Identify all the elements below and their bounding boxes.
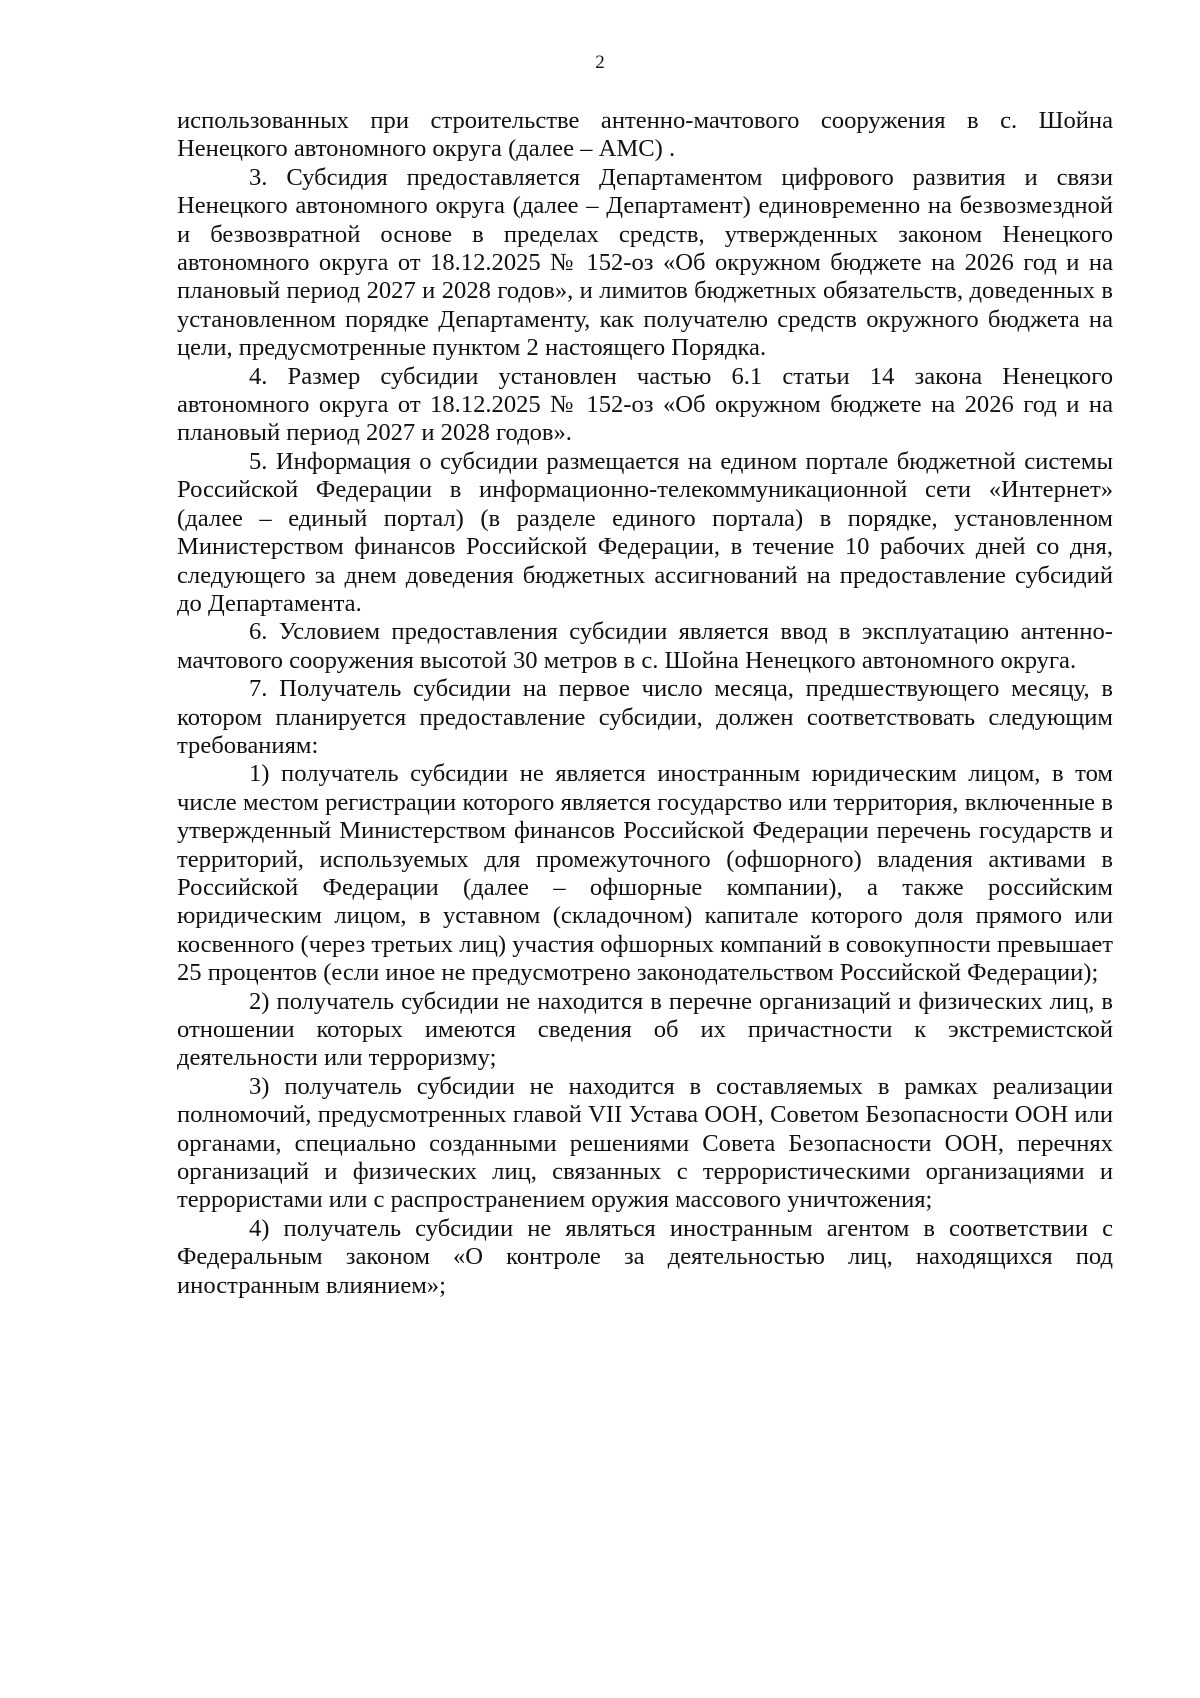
paragraph-3: 3. Субсидия предоставляется Департаментом цифрового развития и связи Ненецкого автономного округа (далее – Департамент) единовременно на безвозмездной и безвозвратной основе в пределах средств, утвержденных законом Ненецкого автономного округа от 18.12.2025 № 152-оз «Об окружном бюджете на 2026 год и на плановый период 2027 и 2028 годов», и лимитов бюджетных обязательств, доведенных в установленном порядке Департаменту, как получателю средств окружного бюджета на цели, предусмотренные пунктом 2 настоящего Порядка. [177, 163, 1113, 362]
requirement-1: 1) получатель субсидии не является иностранным юридическим лицом, в том числе местом регистрации которого является государство или территория, включенные в утвержденный Министерством финансов Российской Федерации перечень государств и территорий, используемых для промежуточного (офшорного) владения активами в Российской Федерации (далее – офшорные компании), а также российским юридическим лицом, в уставном (складочном) капитале которого доля прямого или косвенного (через третьих лиц) участия офшорных компаний в совокупности превышает 25 процентов (если иное не предусмотрено законодательством Российской Федерации); [177, 760, 1113, 987]
paragraph-continuation: использованных при строительстве антенно-мачтового сооружения в с. Шойна Ненецкого автономного округа (далее – АМС) . [177, 107, 1113, 163]
document-body [177, 107, 1113, 1300]
requirement-4: 4) получатель субсидии не являться иностранным агентом в соответствии с Федеральным законом «О контроле за деятельностью лиц, находящихся под иностранным влиянием»; [177, 1214, 1113, 1299]
page-number: 2 [595, 52, 605, 73]
requirement-2: 2) получатель субсидии не находится в перечне организаций и физических лиц, в отношении которых имеются сведения об их причастности к экстремистской деятельности или терроризму; [177, 987, 1113, 1072]
paragraph-6: 6. Условием предоставления субсидии является ввод в эксплуатацию антенно-мачтового сооружения высотой 30 метров в с. Шойна Ненецкого автономного округа. [177, 618, 1113, 674]
paragraph-7: 7. Получатель субсидии на первое число месяца, предшествующего месяцу, в котором планируется предоставление субсидии, должен соответствовать следующим требованиям: [177, 675, 1113, 759]
requirement-3: 3) получатель субсидии не находится в составляемых в рамках реализации полномочий, предусмотренных главой VII Устава ООН, Советом Безопасности ООН или органами, специально созданными решениями Совета Безопасности ООН, перечнях организаций и физических лиц, связанных с террористическими организациями и террористами или с распространением оружия массового уничтожения; [177, 1072, 1113, 1214]
paragraph-5: 5. Информация о субсидии размещается на едином портале бюджетной системы Российской Федерации в информационно-телекоммуникационной сети «Интернет» (далее – единый портал) (в разделе единого портала) в порядке, установленном Министерством финансов Российской Федерации, в течение 10 рабочих дней со дня, следующего за днем доведения бюджетных ассигнований на предоставление субсидий до Департамента. [177, 447, 1113, 617]
paragraph-4: 4. Размер субсидии установлен частью 6.1 статьи 14 закона Ненецкого автономного округа от 18.12.2025 № 152-оз «Об окружном бюджете на 2026 год и на плановый период 2027 и 2028 годов». [177, 362, 1113, 447]
